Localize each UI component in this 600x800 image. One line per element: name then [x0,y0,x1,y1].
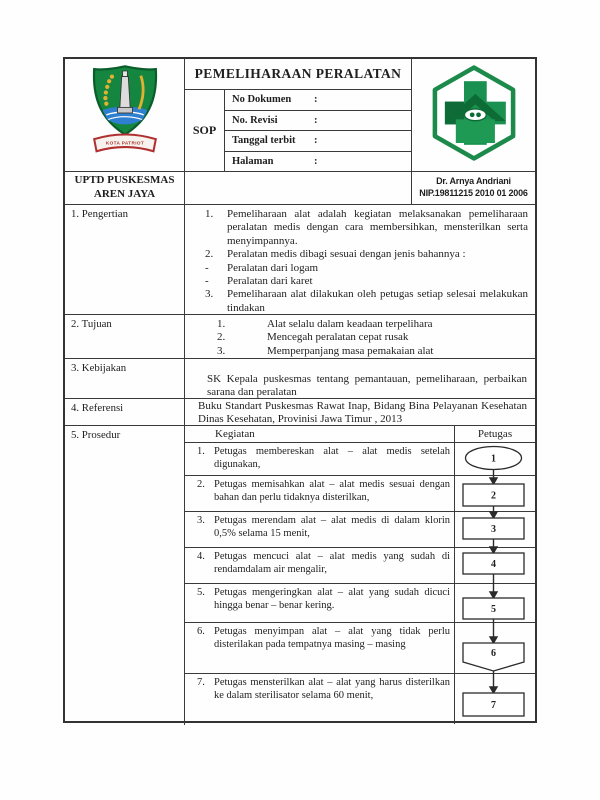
field-halaman [225,152,411,172]
kebijakan-text: SK Kepala puskesmas tentang pemantauan, pemeliharaan, perbaikan sarana dan peralatan [207,373,527,399]
step-number: 1. [197,446,205,457]
list-item [205,262,535,275]
list-item [217,318,535,331]
section-content [185,399,535,425]
field-label: Halaman [232,155,274,167]
field-colon: : [314,94,318,106]
item-text: Peralatan medis dibagi sesuai dengan jenis bahannya : [227,248,466,261]
flow-label: 3 [491,524,496,535]
header-middle-cell [185,59,412,171]
sop-grid [185,90,411,171]
flow-label: 7 [491,700,496,711]
item-marker: 3. [217,344,226,357]
item-text: Mencegah peralatan cepat rusak [267,331,409,344]
flow-label: 5 [491,604,496,615]
signer-name: Dr. Arnya Andriani [436,176,511,187]
referensi-text: Buku Standart Puskesmas Rawat Inap, Bidang Bina Pelayanan Kesehatan Dinas Kesehatan, Provinisi Jawa Timur , 2013 [198,400,527,426]
step-text: Petugas mencuci alat – alat medis yang sudah di rendamdalam air mengalir, [214,551,450,575]
section-content [185,359,535,398]
field-tanggal-terbit [225,131,411,152]
prosedur-table [185,426,535,725]
section-content [185,315,535,358]
item-marker: - [205,275,209,288]
section-label: 2. Tujuan [65,315,185,358]
item-text: Memperpanjang masa pemakaian alat [267,344,434,357]
field-colon: : [314,155,318,167]
section-prosedur [65,426,535,725]
section-referensi [65,399,535,426]
section-tujuan [65,315,535,359]
field-no-revisi [225,111,411,132]
prosedur-header [185,426,535,443]
sop-table [63,57,537,723]
field-label: Tanggal terbit [232,135,296,147]
list-item [217,345,535,358]
document-title: PEMELIHARAAN PERALATAN [185,59,411,90]
signer-nip: NIP.19811215 2010 01 2006 [419,188,528,198]
header-top-row [65,59,535,172]
step-text: Petugas mengeringkan alat – alat yang sudah dicuci hingga benar – benar kering. [214,587,450,611]
step-number: 6. [197,626,205,637]
field-label: No. Revisi [232,114,278,126]
field-no-dokumen [225,90,411,111]
list-item [205,208,535,248]
item-text: Peralatan dari logam [227,261,319,274]
column-header-kegiatan: Kegiatan [185,426,455,442]
flow-label: 1 [491,453,496,465]
section-kebijakan [65,359,535,399]
flow-label: 2 [491,490,496,502]
field-colon: : [314,135,318,147]
sop-fields [225,90,411,171]
step-text: Petugas memisahkan alat – alat medis sesuai dengan bahan dan perlu tidaknya disterilkan, [214,479,450,503]
signer-block [412,172,535,204]
item-marker: - [205,261,209,274]
flowchart [452,443,535,724]
list-item [205,275,535,288]
item-text: Pemeliharaan alat adalah kegiatan melaksanakan pemeliharaan peralatan medis dengan cara membersihkan, mensterilkan serta menyimpannya. [227,208,528,247]
item-marker: 2. [217,331,226,344]
item-marker: 1. [217,318,226,330]
list-item [205,248,535,261]
section-pengertian [65,205,535,315]
org-line1: UPTD PUSKESMAS [74,174,175,187]
item-marker: 3. [205,288,214,301]
column-header-petugas: Petugas [477,428,513,440]
item-marker: 2. [205,248,214,261]
step-number: 7. [197,677,205,688]
left-logo-cell [65,59,185,171]
step-text: Petugas mensterilkan alat – alat yang harus disterilkan ke dalam sterilisator selama 60 menit, [214,677,450,701]
prosedur-steps [185,443,535,725]
org-name [65,172,185,204]
item-text: Pemeliharaan alat dilakukan oleh petugas setiap selesai melakukan tindakan [227,288,528,314]
step-text: Petugas menyimpan alat – alat yang tidak perlu disterilakan pada tempatnya masing – masing [214,626,450,650]
item-text: Alat selalu dalam keadaan terpelihara [267,318,433,330]
bekasi-city-emblem-icon [83,62,167,169]
flow-label: 4 [491,559,496,570]
header-empty-cell [185,172,412,204]
right-logo-cell [412,59,535,171]
step-text: Petugas merendam alat – alat medis di dalam klorin 0,5% selama 15 menit, [214,515,450,539]
flow-label: 6 [491,648,496,659]
ribbon-text: KOTA PATRIOT [105,139,144,145]
list-item [217,331,535,344]
item-marker: 1. [205,208,214,220]
step-number: 3. [197,515,205,526]
section-content [185,205,535,314]
sop-label: SOP [185,90,225,171]
field-label: No Dokumen [232,94,292,106]
section-label: 4. Referensi [65,399,185,425]
org-line2: AREN JAYA [93,188,156,200]
section-label: 5. Prosedur [65,426,185,725]
section-label: 3. Kebijakan [65,359,185,398]
step-number: 2. [197,479,205,490]
list-item [205,288,535,315]
section-label: 1. Pengertian [65,205,185,314]
step-text: Petugas membereskan alat – alat medis setelah digunakan, [214,446,450,470]
field-colon: : [314,114,318,126]
item-text: Peralatan dari karet [227,275,313,288]
step-number: 5. [197,587,205,598]
puskesmas-logo-icon [424,63,524,168]
step-number: 4. [197,551,205,562]
header-bottom-row [65,172,535,205]
